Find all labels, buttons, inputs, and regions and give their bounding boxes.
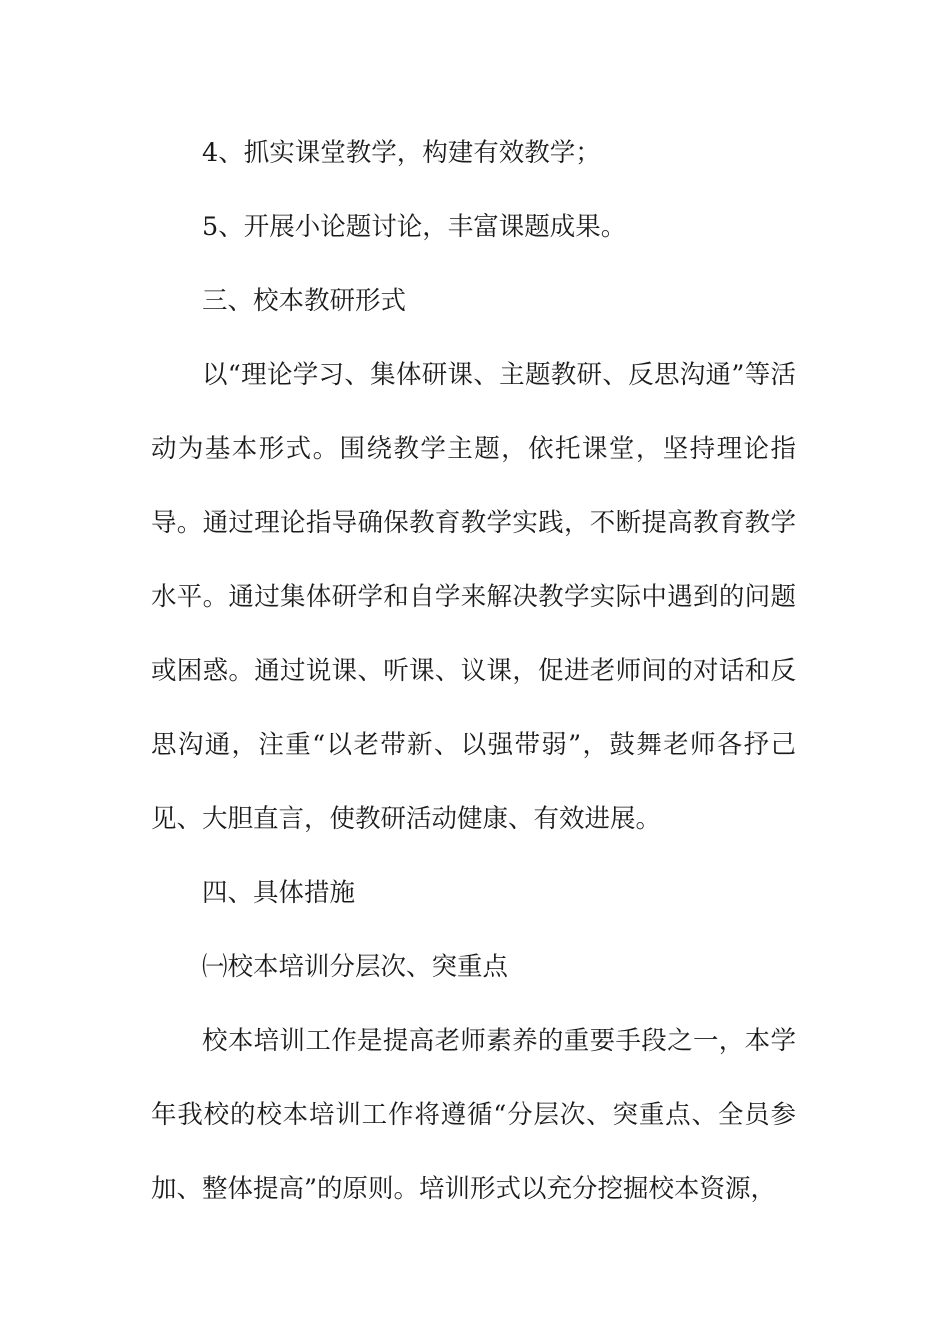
list-item-5: 5、开展小论题讨论，丰富课题成果。 [202,212,627,242]
list-item-4: 4、抓实课堂教学，构建有效教学； [202,138,601,168]
document-body [151,116,796,1226]
paragraph-forms: 以“理论学习、集体研课、主题教研、反思沟通”等活动为基本形式。围绕教学主题，依托课堂，坚持理论指导。通过理论指导确保教育教学实践，不断提高教育教学水平。通过集体研学和自学来解决教学实际中遇到的问题或困惑。通过说课、听课、议课，促进老师间的对话和反思沟通，注重“以老带新、以强带弱”，鼓舞老师各抒己见、大胆直言，使教研活动健康、有效进展。 [151,360,796,834]
subsection-heading-1: ㈠校本培训分层次、突重点 [202,952,509,982]
section-heading-4: 四、具体措施 [202,878,356,908]
paragraph-training: 校本培训工作是提高老师素养的重要手段之一，本学年我校的校本培训工作将遵循“分层次、突重点、全员参加、整体提高”的原则。培训形式以充分挖掘校本资源， [151,1026,796,1204]
section-heading-3: 三、校本教研形式 [202,286,407,316]
